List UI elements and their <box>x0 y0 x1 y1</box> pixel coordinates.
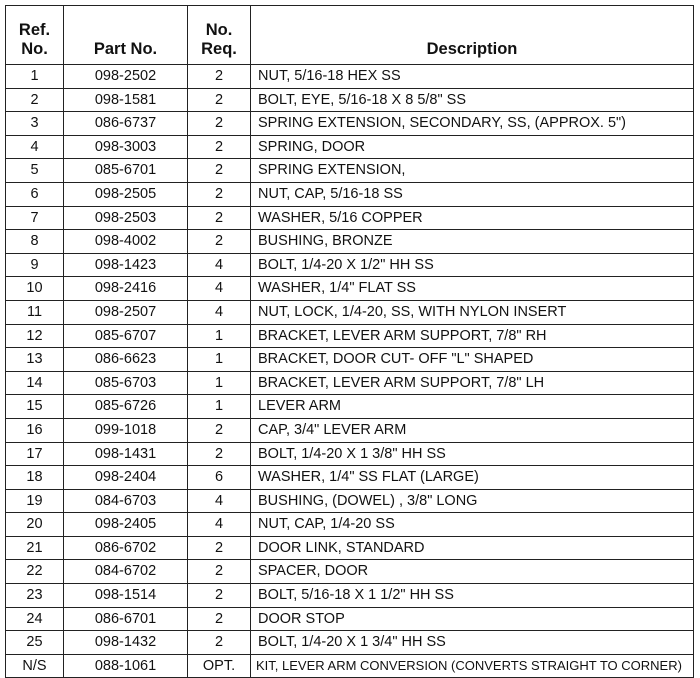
ref-no-cell: 6 <box>6 182 64 206</box>
description-cell: WASHER, 1/4" FLAT SS <box>251 277 694 301</box>
description-cell: NUT, 5/16-18 HEX SS <box>251 65 694 89</box>
ref-no-cell: 21 <box>6 536 64 560</box>
part-no-cell: 098-1581 <box>64 88 188 112</box>
table-row <box>6 395 694 419</box>
qty-cell: OPT. <box>188 654 251 678</box>
ref-no-cell: 23 <box>6 584 64 608</box>
part-no-cell: 098-2505 <box>64 182 188 206</box>
part-no-cell: 086-6623 <box>64 348 188 372</box>
parts-table <box>5 5 694 678</box>
part-no-cell: 086-6702 <box>64 536 188 560</box>
ref-no-cell: 16 <box>6 418 64 442</box>
description-cell: BOLT, 1/4-20 X 1 3/8" HH SS <box>251 442 694 466</box>
table-row <box>6 631 694 655</box>
table-row <box>6 418 694 442</box>
part-no-cell: 098-2503 <box>64 206 188 230</box>
ref-no-cell: 10 <box>6 277 64 301</box>
ref-no-cell: 25 <box>6 631 64 655</box>
description-cell: SPRING, DOOR <box>251 135 694 159</box>
part-no-cell: 098-3003 <box>64 135 188 159</box>
description-cell: BRACKET, DOOR CUT- OFF "L" SHAPED <box>251 348 694 372</box>
table-row <box>6 324 694 348</box>
ref-no-cell: 13 <box>6 348 64 372</box>
table-row <box>6 65 694 89</box>
ref-no-cell: 17 <box>6 442 64 466</box>
description-cell: CAP, 3/4" LEVER ARM <box>251 418 694 442</box>
table-row <box>6 88 694 112</box>
qty-cell: 1 <box>188 395 251 419</box>
description-cell: SPRING EXTENSION, <box>251 159 694 183</box>
qty-cell: 2 <box>188 536 251 560</box>
part-no-cell: 086-6737 <box>64 112 188 136</box>
description-cell: KIT, LEVER ARM CONVERSION (CONVERTS STRAIGHT TO CORNER) <box>251 654 694 678</box>
ref-no-cell: 3 <box>6 112 64 136</box>
part-no-cell: 098-2502 <box>64 65 188 89</box>
header-description: Description <box>251 6 694 65</box>
qty-cell: 2 <box>188 442 251 466</box>
ref-no-cell: 7 <box>6 206 64 230</box>
description-cell: SPACER, DOOR <box>251 560 694 584</box>
part-no-cell: 084-6703 <box>64 489 188 513</box>
qty-cell: 1 <box>188 348 251 372</box>
description-cell: BOLT, 5/16-18 X 1 1/2" HH SS <box>251 584 694 608</box>
ref-no-cell: 8 <box>6 230 64 254</box>
qty-cell: 4 <box>188 277 251 301</box>
part-no-cell: 098-2405 <box>64 513 188 537</box>
part-no-cell: 085-6701 <box>64 159 188 183</box>
table-row <box>6 300 694 324</box>
part-no-cell: 098-1423 <box>64 253 188 277</box>
ref-no-cell: 20 <box>6 513 64 537</box>
part-no-cell: 098-2416 <box>64 277 188 301</box>
ref-no-cell: 14 <box>6 371 64 395</box>
description-cell: BRACKET, LEVER ARM SUPPORT, 7/8" RH <box>251 324 694 348</box>
ref-no-cell: 22 <box>6 560 64 584</box>
table-row <box>6 442 694 466</box>
description-cell: BUSHING, (DOWEL) , 3/8" LONG <box>251 489 694 513</box>
description-cell: WASHER, 1/4" SS FLAT (LARGE) <box>251 466 694 490</box>
ref-no-cell: 1 <box>6 65 64 89</box>
table-row <box>6 466 694 490</box>
ref-no-cell: N/S <box>6 654 64 678</box>
table-row <box>6 584 694 608</box>
part-no-cell: 088-1061 <box>64 654 188 678</box>
header-no-req: No. Req. <box>188 6 251 65</box>
description-cell: NUT, LOCK, 1/4-20, SS, WITH NYLON INSERT <box>251 300 694 324</box>
table-row <box>6 159 694 183</box>
ref-no-cell: 2 <box>6 88 64 112</box>
qty-cell: 2 <box>188 230 251 254</box>
header-row <box>6 6 694 65</box>
qty-cell: 2 <box>188 65 251 89</box>
description-cell: NUT, CAP, 5/16-18 SS <box>251 182 694 206</box>
qty-cell: 6 <box>188 466 251 490</box>
table-row <box>6 253 694 277</box>
table-row <box>6 277 694 301</box>
qty-cell: 4 <box>188 253 251 277</box>
ref-no-cell: 5 <box>6 159 64 183</box>
part-no-cell: 085-6707 <box>64 324 188 348</box>
description-cell: BRACKET, LEVER ARM SUPPORT, 7/8" LH <box>251 371 694 395</box>
part-no-cell: 098-2507 <box>64 300 188 324</box>
description-cell: LEVER ARM <box>251 395 694 419</box>
table-row <box>6 112 694 136</box>
part-no-cell: 099-1018 <box>64 418 188 442</box>
table-row <box>6 607 694 631</box>
part-no-cell: 098-2404 <box>64 466 188 490</box>
qty-cell: 4 <box>188 513 251 537</box>
ref-no-cell: 15 <box>6 395 64 419</box>
ref-no-cell: 4 <box>6 135 64 159</box>
table-row <box>6 489 694 513</box>
qty-cell: 2 <box>188 182 251 206</box>
description-cell: BOLT, 1/4-20 X 1/2" HH SS <box>251 253 694 277</box>
description-cell: WASHER, 5/16 COPPER <box>251 206 694 230</box>
qty-cell: 2 <box>188 560 251 584</box>
qty-cell: 2 <box>188 418 251 442</box>
part-no-cell: 098-1432 <box>64 631 188 655</box>
part-no-cell: 085-6726 <box>64 395 188 419</box>
table-row <box>6 206 694 230</box>
table-row <box>6 230 694 254</box>
qty-cell: 4 <box>188 489 251 513</box>
part-no-cell: 086-6701 <box>64 607 188 631</box>
qty-cell: 2 <box>188 112 251 136</box>
part-no-cell: 098-1431 <box>64 442 188 466</box>
description-cell: BOLT, EYE, 5/16-18 X 8 5/8" SS <box>251 88 694 112</box>
qty-cell: 2 <box>188 135 251 159</box>
description-cell: NUT, CAP, 1/4-20 SS <box>251 513 694 537</box>
description-cell: SPRING EXTENSION, SECONDARY, SS, (APPROX. 5") <box>251 112 694 136</box>
qty-cell: 1 <box>188 371 251 395</box>
qty-cell: 2 <box>188 631 251 655</box>
table-row <box>6 182 694 206</box>
table-row <box>6 654 694 678</box>
qty-cell: 2 <box>188 206 251 230</box>
ref-no-cell: 9 <box>6 253 64 277</box>
description-cell: DOOR STOP <box>251 607 694 631</box>
ref-no-cell: 18 <box>6 466 64 490</box>
description-cell: BUSHING, BRONZE <box>251 230 694 254</box>
table-row <box>6 348 694 372</box>
table-row <box>6 513 694 537</box>
description-cell: DOOR LINK, STANDARD <box>251 536 694 560</box>
ref-no-cell: 19 <box>6 489 64 513</box>
header-ref-no: Ref. No. <box>6 6 64 65</box>
qty-cell: 2 <box>188 88 251 112</box>
table-row <box>6 135 694 159</box>
qty-cell: 2 <box>188 607 251 631</box>
header-part-no: Part No. <box>64 6 188 65</box>
qty-cell: 4 <box>188 300 251 324</box>
table-row <box>6 536 694 560</box>
qty-cell: 2 <box>188 159 251 183</box>
qty-cell: 1 <box>188 324 251 348</box>
qty-cell: 2 <box>188 584 251 608</box>
ref-no-cell: 24 <box>6 607 64 631</box>
parts-table-body <box>6 65 694 678</box>
part-no-cell: 098-4002 <box>64 230 188 254</box>
part-no-cell: 085-6703 <box>64 371 188 395</box>
ref-no-cell: 12 <box>6 324 64 348</box>
part-no-cell: 084-6702 <box>64 560 188 584</box>
table-row <box>6 560 694 584</box>
ref-no-cell: 11 <box>6 300 64 324</box>
table-row <box>6 371 694 395</box>
part-no-cell: 098-1514 <box>64 584 188 608</box>
description-cell: BOLT, 1/4-20 X 1 3/4" HH SS <box>251 631 694 655</box>
